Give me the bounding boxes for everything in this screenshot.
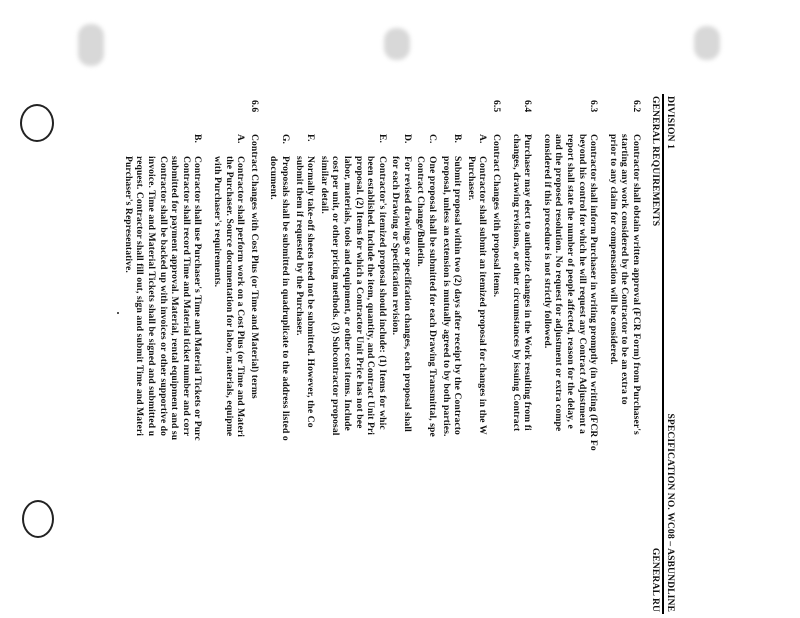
item-text: Submit proposal within two (2) days after receipt by the Contracto proposal, unless an extension is mutually agreed to by both parties.	[440, 156, 464, 437]
item-letter: A.	[235, 134, 247, 144]
item-text: Normally take-off sheets need not be submitted. However, the Co submit them if requested by the Purchaser.	[293, 156, 317, 428]
section-text: Contract Changes with Cost Plus (or Time and Material) terms	[248, 134, 260, 399]
rotated-page-content	[122, 94, 680, 614]
section-text: Contractor shall obtain written approval (FCR Form) from Purchaser's starting any work considered by the Contractor to be an extra to prior to any claim for compensation will be considered.	[607, 134, 642, 435]
page-header	[662, 94, 680, 614]
section-text: Contract Changes with proposal items.	[491, 134, 503, 298]
punch-hole-shadow	[384, 28, 410, 60]
spec-number: SPECIFICATION NO. WC08 – ASBUNDLINE	[664, 413, 676, 612]
item-text: Contractor shall perform work on a Cost Plus (or Time and Materi the Purchaser. Source documentation for labor, materials, equipme with Purchaser's requirements.	[212, 156, 247, 437]
section-6-5	[490, 94, 502, 614]
general-requirements-label: GENERAL REQUIREMENTS	[650, 96, 661, 227]
punch-hole-shadow	[694, 26, 720, 60]
item-text: Contractor shall use Purchaser's Time and Material Tickets or Purc Contractor shall record Time and Material ticket number and corr submitted for payment approval. Material, rental equipment and su Contractor shall be backed up with invoices or other supportive do invoice. Time and Material Tickets shall be signed and submitted u request. Contractor shall fill out, sign and submit Time and Materi Purchaser's Representative.	[122, 156, 204, 441]
item-text: One proposal shall be submitted for each Drawing Transmittal, spe Contract Change/Bulletin.	[415, 156, 439, 437]
punch-hole-shadow	[78, 24, 104, 66]
scan-speck	[117, 312, 119, 314]
list-item	[390, 94, 413, 614]
list-item	[440, 94, 463, 614]
section-6-6	[248, 94, 260, 614]
list-item	[122, 94, 203, 614]
division-label: DIVISION 1	[664, 96, 676, 149]
section-text: Contractor shall inform Purchaser in writing promptly (in writing (FCR Fo beyond his control for which he will request any Contract Adjustment a report shall state the number of people affected, reason for the delay, e and the proposed resolution. No request for adjustment or extra compe considered if this procedure is not strictly followed.	[541, 134, 600, 451]
list-item	[268, 94, 291, 614]
list-item	[293, 94, 316, 614]
item-letter: G.	[279, 134, 291, 145]
general-rules-label: GENERAL RU	[650, 547, 661, 612]
list-item	[318, 94, 388, 614]
binder-hole-top	[20, 104, 54, 142]
item-text: Contractor's itemized proposal should include: (1) Items for whic been established. Include the item, quantity, and Contract Unit Pri proposal. (2) Items for which a Contractor Unit Price has not bee labor, materials, tools and equipment, or other cost items. Include cost per unit, or other pricing methods. (3) Subcontractor proposal similar detail.	[318, 156, 388, 436]
item-text: Proposals shall be submitted in quadruplicate to the address listed o document.	[268, 156, 291, 441]
item-letter: C.	[427, 134, 439, 144]
page-subheader	[647, 94, 661, 614]
list-item	[415, 94, 438, 614]
item-letter: F.	[305, 134, 317, 142]
section-text: Purchaser may elect to authorize changes in the Work resulting from fi changes, drawing revisions, or other circumstances by issuing Contract	[510, 134, 534, 432]
section-number: 6.6	[248, 100, 260, 113]
list-item	[465, 94, 488, 614]
section-6-2	[607, 94, 642, 614]
item-text: Contractor shall submit an itemized proposal for changes in the W Purchaser.	[465, 156, 489, 435]
section-6-3	[541, 94, 599, 614]
section-6-4	[510, 94, 533, 614]
scanned-page	[122, 94, 680, 614]
section-number: 6.5	[491, 100, 503, 113]
item-letter: A.	[477, 134, 489, 144]
section-number: 6.4	[522, 100, 534, 113]
item-letter: B.	[192, 134, 204, 143]
item-letter: E.	[376, 134, 388, 143]
item-letter: B.	[452, 134, 464, 143]
binder-hole-bottom	[22, 500, 54, 538]
section-number: 6.3	[588, 100, 600, 113]
section-number: 6.2	[631, 100, 642, 113]
list-item	[211, 94, 246, 614]
item-text: For revised drawings or specification changes, each proposal shall for each Drawing or Specification revision.	[390, 156, 413, 432]
item-letter: D.	[401, 134, 413, 144]
